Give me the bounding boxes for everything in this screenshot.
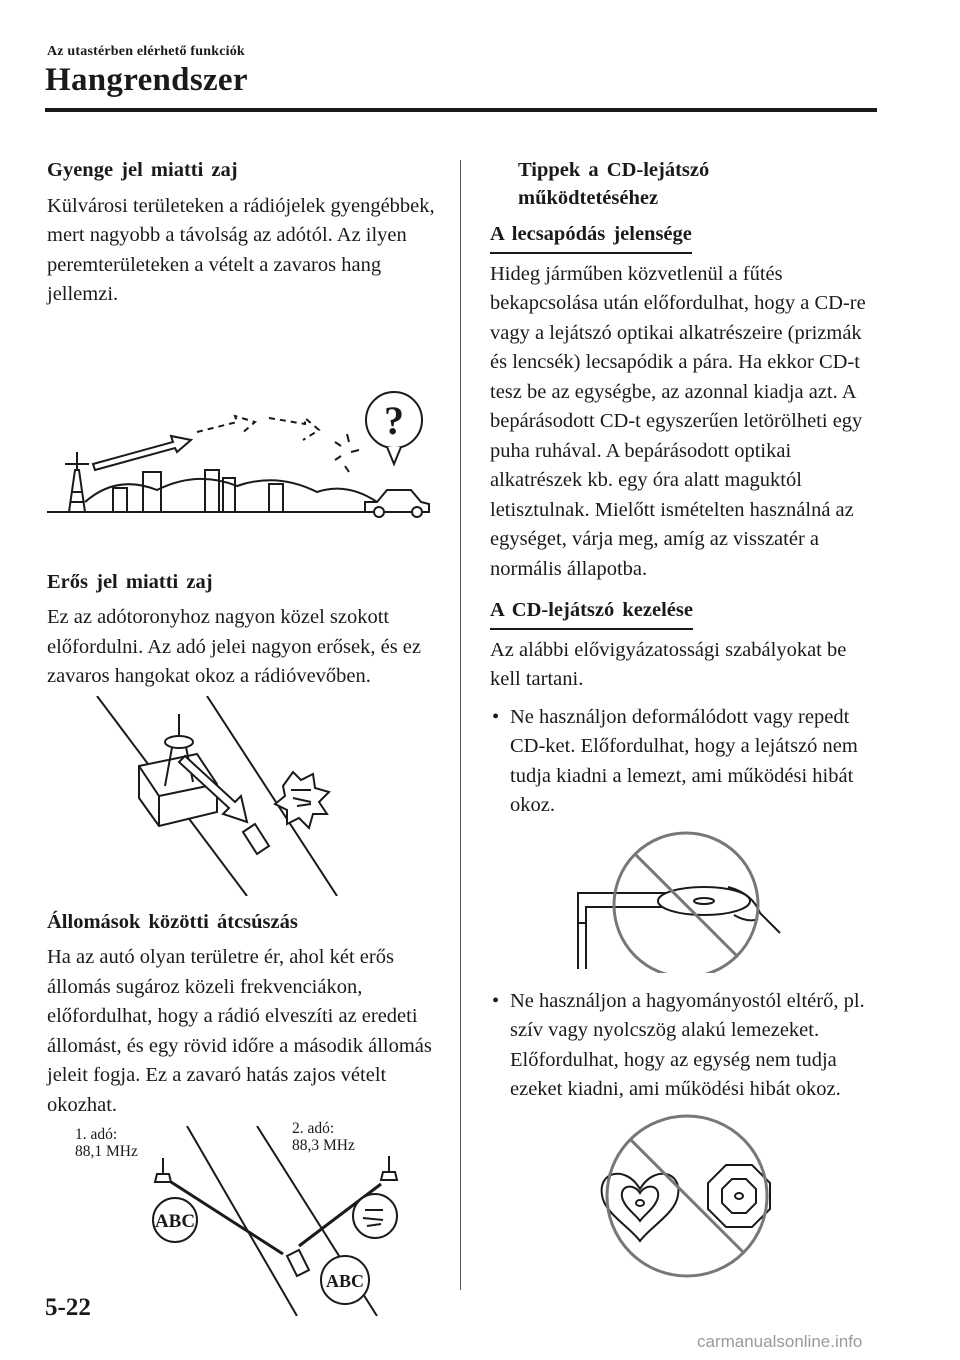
crossover-body: Ha az autó olyan területre ér, ahol két erős állomás sugároz közeli frekvenciákon, előfordulhat, hogy a rádió elveszíti az eredeti állomást, és egy rövid időre a második állomás jeleit fogja. Ez a zavaró hatás zajos vételt okozhat. [47, 946, 432, 1116]
bullet-deformed-cd-text: Ne használjon deformálódott vagy repedt CD-ket. Előfordulhat, hogy a lejátszó nem tudja kiadni a lemezt, ami működési hibát okoz. [510, 705, 858, 816]
no-odd-shape-cd-illustration [490, 1109, 882, 1284]
station1-label: 1. adó: [75, 1126, 118, 1143]
svg-text:?: ? [384, 397, 404, 443]
crossover-illustration [47, 1120, 439, 1316]
strong-signal-illustration [47, 696, 439, 896]
tips-heading-line2: működtetéséhez [518, 187, 659, 209]
station2-label: 2. adó: [292, 1120, 335, 1137]
weak-signal-heading: Gyenge jel miatti zaj [47, 159, 238, 181]
weak-signal-body: Külvárosi területeken a rádiójelek gyengébbek, mert nagyobb a távolság az adótól. Az ilyen peremterületeken a vételt a zavaros hang jellemzi. [47, 194, 435, 305]
page-title: Hangrendszer [45, 62, 248, 98]
bullet-dot: • [492, 705, 500, 728]
condensation-heading: A lecsapódás jelensége [490, 220, 692, 254]
column-divider [460, 160, 461, 1290]
handling-heading: A CD-lejátszó kezelése [490, 596, 693, 630]
crossover-heading: Állomások közötti átcsúszás [47, 910, 298, 933]
tips-heading-line1: Tippek a CD-lejátszó [518, 159, 710, 181]
bullet-dot: • [492, 989, 500, 1012]
strong-signal-heading: Erős jel miatti zaj [47, 570, 213, 593]
weak-signal-illustration [47, 352, 439, 542]
left-column [47, 156, 439, 1316]
svg-text:ABC: ABC [154, 1211, 196, 1232]
no-deformed-cd-illustration [490, 823, 882, 973]
watermark: carmanualsonline.info [697, 1332, 863, 1351]
svg-text:ABC: ABC [325, 1271, 365, 1291]
station1-freq: 88,1 MHz [75, 1143, 138, 1160]
page-number: 5-22 [45, 1294, 91, 1321]
condensation-body: Hideg járműben közvetlenül a fűtés bekapcsolása után előfordulhat, hogy a CD-re vagy a lejátszó optikai alkatrészeire (prizmák és lencsék) lecsapódik a pára. Ha ekkor CD-t tesz be az egységbe, az azonnal kiadja azt. A bepárásodott CD-t egyszerűen letörölheti egy puha ruhával. A bepárásodott optikai alkatrészek kb. egy óra alatt maguktól letisztulnak. Mielőtt ismételten használná az egységet, várja meg, amíg az visszatér a normális állapotba. [490, 262, 866, 580]
station2-freq: 88,3 MHz [292, 1137, 355, 1154]
bullet-deformed-cd [490, 703, 882, 821]
title-rule [45, 108, 877, 112]
handling-body: Az alábbi elővigyázatossági szabályokat be kell tartani. [490, 638, 847, 690]
right-column [490, 156, 882, 1284]
bullet-odd-shape-cd [490, 987, 882, 1105]
strong-signal-body: Ez az adótoronyhoz nagyon közel szokott előfordulni. Az adó jelei nagyon erősek, és ez zavaros hangokat okoz a rádióvevőben. [47, 606, 421, 687]
section-label: Az utastérben elérhető funkciók [47, 44, 245, 59]
bullet-odd-shape-cd-text: Ne használjon a hagyományostól eltérő, pl. szív vagy nyolcszög alakú lemezeket. Előfordulhat, hogy az egység nem tudja ezeket kiadni, ami működési hibát okoz. [510, 989, 865, 1100]
tips-heading [490, 156, 882, 212]
